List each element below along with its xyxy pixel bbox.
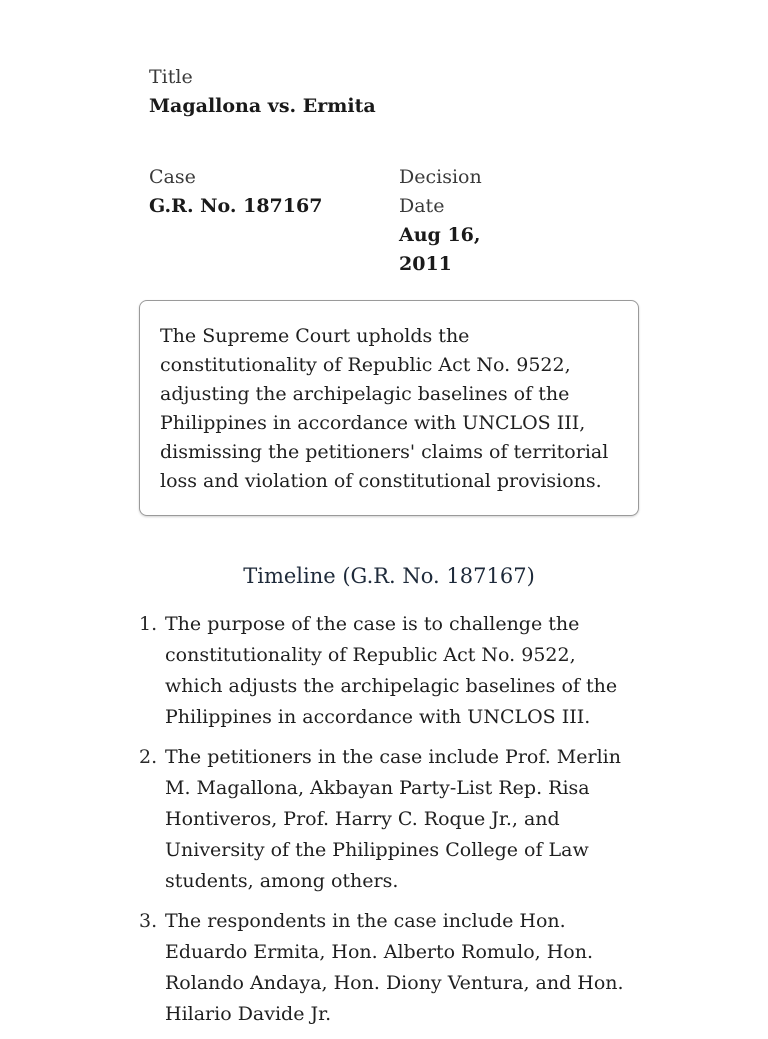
timeline-item-number: 2. xyxy=(139,746,158,768)
case-title: Magallona vs. Ermita xyxy=(149,95,376,117)
timeline-item-text: The petitioners in the case include Prof. Merlin M. Magallona, Akbayan Party-List Rep. Risa Hontiveros, Prof. Harry C. Roque Jr., and University of the Philippines College of Law students, among others. xyxy=(165,746,621,892)
decision-date-line1: Aug 16, xyxy=(399,224,481,246)
timeline-item xyxy=(139,742,639,897)
timeline-item-text: The respondents in the case include Hon. Eduardo Ermita, Hon. Alberto Romulo, Hon. Rolando Andaya, Hon. Diony Ventura, and Hon. Hilario Davide Jr. xyxy=(165,910,624,1025)
timeline-item-number: 3. xyxy=(139,910,158,932)
timeline-heading: Timeline (G.R. No. 187167) xyxy=(243,564,535,588)
title-field xyxy=(149,63,569,121)
case-label: Case xyxy=(149,166,196,188)
summary-text: The Supreme Court upholds the constitutionality of Republic Act No. 9522, adjusting the archipelagic baselines of the Philippines in accordance with UNCLOS III, dismissing the petitioners' claims of territorial loss and violation of constitutional provisions. xyxy=(160,325,609,492)
decision-label-line2: Date xyxy=(399,195,445,217)
timeline-item xyxy=(139,906,639,1030)
case-field xyxy=(149,163,379,221)
timeline-list xyxy=(139,609,639,1039)
decision-date-line2: 2011 xyxy=(399,253,452,275)
timeline-item-number: 1. xyxy=(139,613,158,635)
timeline-item-text: The purpose of the case is to challenge the constitutionality of Republic Act No. 9522, which adjusts the archipelagic baselines of the Philippines in accordance with UNCLOS III. xyxy=(165,613,618,728)
timeline-item xyxy=(139,609,639,733)
decision-label-line1: Decision xyxy=(399,166,482,188)
case-number: G.R. No. 187167 xyxy=(149,195,323,217)
decision-date-field xyxy=(399,163,489,279)
title-label: Title xyxy=(149,66,193,88)
summary-box xyxy=(139,300,639,516)
